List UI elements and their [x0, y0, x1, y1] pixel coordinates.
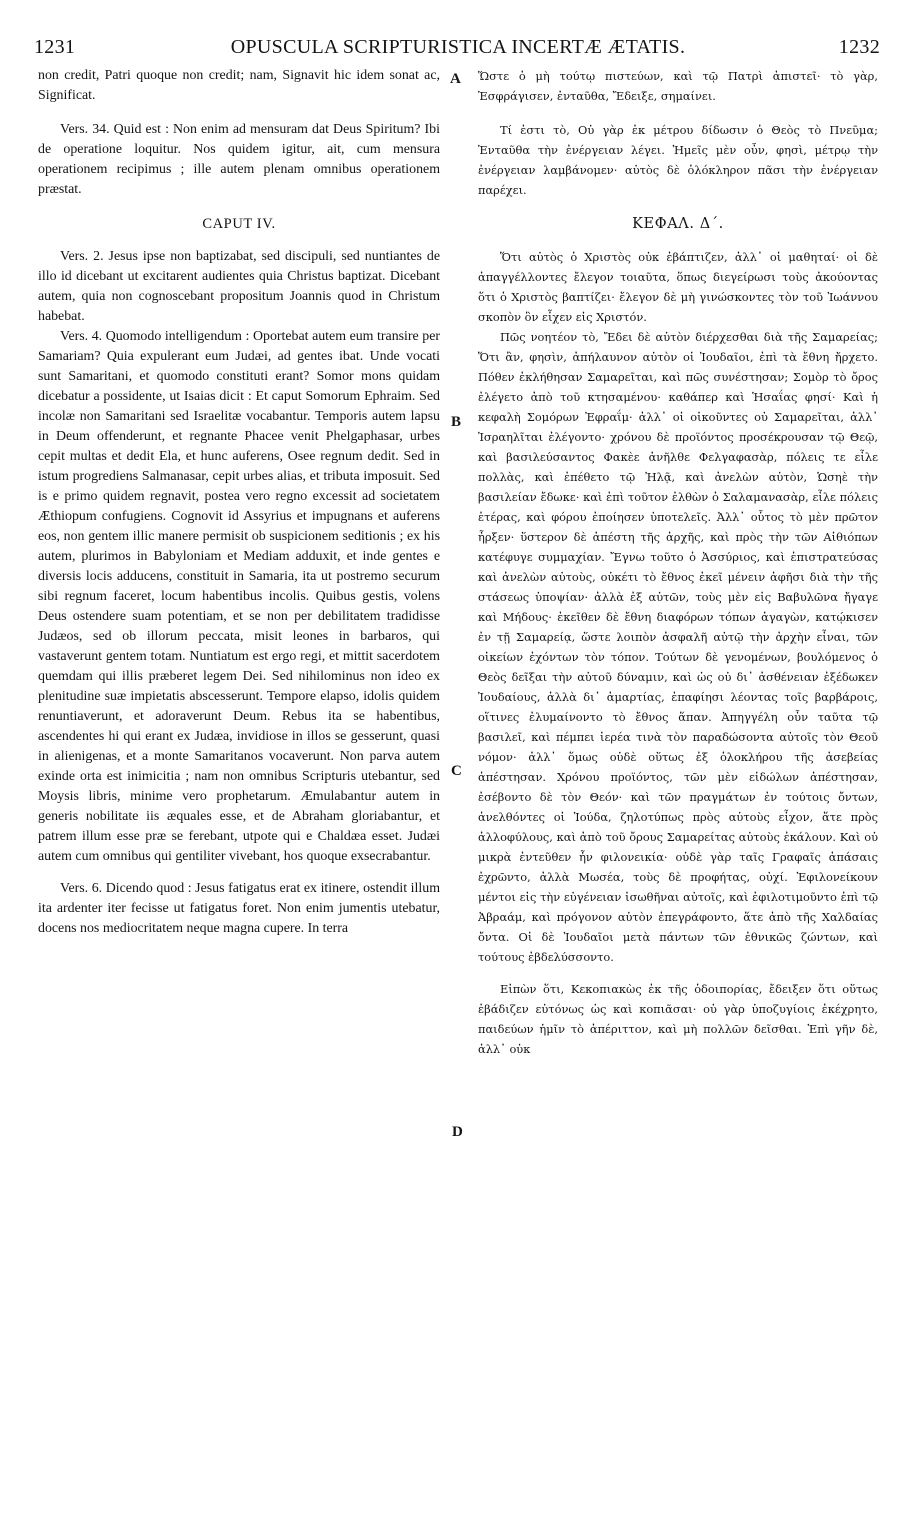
latin-paragraph: non credit, Patri quoque non credit; nam, Signavit hic idem sonat ac, Significat.: [38, 68, 440, 103]
greek-paragraph: Τί ἐστι τὸ, Οὐ γὰρ ἐκ μέτρου δίδωσιν ὁ Θεὸς τὸ Πνεῦμα; Ἐνταῦθα τὴν ἐνέργειαν λέγει. Ἡμεῖς μὲν οὖν, φησὶ, μέτρῳ τὴν ἐνέργειαν λαμβάνομεν· αὐτὸς δὲ ὁλόκληρον πᾶσι τὴν ἐνέργειαν παρέχει.: [478, 123, 878, 197]
greek-column: [478, 66, 878, 1526]
right-page-number: 1232: [838, 36, 880, 58]
running-title: OPUSCULA SCRIPTURISTICA INCERTÆ ÆTATIS.: [230, 36, 686, 58]
margin-letter-c: C: [451, 763, 462, 779]
latin-paragraph: Vers. 6. Dicendo quod : Jesus fatigatus erat ex itinere, ostendit illum ita ardenter iter fecisse ut fatigatus foret. Non enim jumentis utebatur, docens nos mediocritatem neque magna cupere. In terra: [38, 881, 440, 936]
latin-paragraph: Vers. 4. Quomodo intelligendum : Oportebat autem eum transire per Samariam? Quia expulerant eum Judæi, ad gentes ibat. Unde vocati sunt Samaritani, et quomodo constituti erant? Somor mons quidam dicebatur a possidente, ut Isaias dicit : Et caput Somorum Ephraim. Sed incolæ non Samaritani sed Israelitæ vocabantur. Temporis autem lapsu in Deum offenderunt, et regnante Phacee venit Phelgaphasar, urbes cepit multas et dedit Ela, et hunc auferens, Osee regnum dedit. Sed in istum progrediens Salmanasar, cepit urbes alias, et tributa imposuit. Sed is e primo quidem regnavit, postea vero regno excessit ad societatem Æthiopum confugiens. Cognovit id Assyrius et impugnans et auferens eos, non gentem illic manere permisit ob suspicionem seditionis ; ex his autem, plurimos in Babyloniam et Mediam adduxit, et inde gentes e diversis locis adducens, constituit in Samaria, ita ut postremo securum sibi regnum faceret, locum habentibus incolis. Quibus gestis, volens Deus ostendere suam potentiam, et se non per debilitatem tradidisse Judæos, sed ob illorum peccata, misit leones in barbaros, qui vastaverunt gentem totam. Nuntiatum est ergo regi, et mittit sacerdotem quemdam qui illis præberet legem Dei. Sed nihilominus non ideo ex plenitudine suæ impietatis abscesserunt. Tempore elapso, idolis quidem renuntiaverunt, et adoraverunt Deum. Rebus ita se habentibus, ascendentes hi qui erant ex Judæa, invidiose in illos se gesserunt, quasi in alienigenas, et a monte Samaritanos vocaverunt. Non parva autem exinde orta est inimicitia ; nam non omnibus Scripturis utebantur, sed Moysis libris, minime vero prophetarum. Æmulabantur autem in generis nobilitate iis æquales esse, et de Abraham gloriabantur, et patrem illum esse præ se ferebant, utpote qui e Chaldæa esset. Judæi autem cum omnibus qui gentiliter vivebant, hos quoque exsecrabantur.: [38, 329, 440, 864]
greek-paragraph: Πῶς νοητέον τὸ, Ἔδει δὲ αὐτὸν διέρχεσθαι διὰ τῆς Σαμαρείας; Ὅτι ἂν, φησὶν, ἀπήλαυνον αὐτὸν οἱ Ἰουδαῖοι, ἐπὶ τὰ ἔθνη ἤρχετο. Πόθεν ἐκλήθησαν Σαμαρεῖται, καὶ πῶς συνέστησαν; Σομὸρ τὸ ὄρος ἐλέγετο ἀπὸ τοῦ κτησαμένου· καθάπερ καὶ Ἡσαΐας φησί· Καὶ ἡ κεφαλὴ Σομόρων Ἐφραΐμ· ἀλλ᾽ οἱ οἰκοῦντες οὐ Σαμαρεῖται, ἀλλ᾽ Ἰσραηλῖται ἐλέγοντο· χρόνου δὲ προϊόντος προσέκρουσαν τῷ Θεῷ, καὶ βασιλεύσαντος Φακὲε ἀνῆλθε Φελγαφασὰρ, πόλεις τε εἷλε πολλὰς, καὶ ἐπέθετο τῷ Ἠλᾷ, καὶ ἀνελὼν αὐτὸν, Ὡσηὲ τὴν βασιλείαν ἔδωκε· καὶ ἐπὶ τοῦτον ἐλθὼν ὁ Σαλαμανασὰρ, εἷλε πόλεις ἑτέρας, καὶ φόρου ἐποίησεν ὑποτελεῖς. Ἀλλ᾽ οὗτος τὸ μὲν πρῶτον ἦρξεν· ὕστερον δὲ ἀπέστη τῆς ἀρχῆς, καὶ πρὸς τὴν τῶν Αἰθιόπων κατέφυγε συμμαχίαν. Ἔγνω τοῦτο ὁ Ἀσσύριος, καὶ ἐπιστρατεύσας καὶ ἀνελὼν αὐτοὺς, οὐκέτι τὸ ἔθνος ἐκεῖ μένειν ἀφῆσι διὰ τὴν τῆς στάσεως ὑποψίαν· ἀλλὰ ἐξ αὐτῶν, τοὺς μὲν εἰς Βαβυλῶνα ἤγαγε καὶ Μήδους· ἐκεῖθεν δὲ ἔθνη διαφόρων τόπων ἀγαγὼν, κατῴκισεν ἐν τῇ Σαμαρείᾳ, ὥστε λοιπὸν ἀσφαλῆ αὐτῷ τὴν ἀρχὴν εἶναι, τῶν οἰκείων ἐχόντων τὸν τόπον. Τούτων δὲ γενομένων, βουλόμενος ὁ Θεὸς δεῖξαι τὴν αὐτοῦ δύναμιν, καὶ ὡς οὐ δι᾽ ἀσθένειαν ἐξέδωκεν Ἰουδαίους, ἀλλὰ δι᾽ ἁμαρτίας, ἐπαφίησι λέοντας τοῖς βαρβάροις, οἵτινες ἐλυμαίνοντο τὸ ἔθνος ἅπαν. Ἀπηγγέλη οὖν ταῦτα τῷ βασιλεῖ, καὶ πέμπει ἱερέα τινὰ τὸν παραδώσοντα αὐτοῖς τὸν Θεοῦ νόμον· ἀλλ᾽ ὅμως οὐδὲ οὕτως ἐξ ὁλοκλήρου τῆς ἀσεβείας ἀπέστησαν. Χρόνου προϊόντος, τῶν μὲν εἰδώλων ἀπέστησαν, ἐσέβοντο δὲ τὸν Θεόν· καὶ τῶν πραγμάτων ἐν τούτοις ὄντων, ἀνελθόντες οἱ Ἰούδα, ζηλοτύπως πρὸς αὐτοὺς εἶχον, ἅτε πρὸς ἀλλοφύλους, καὶ ἀπὸ τοῦ ὄρους Σαμαρείτας αὐτοὺς ἐκάλουν. Καὶ οὐ μικρὰ ἐντεῦθεν ἦν φιλονεικία· οὐδὲ γὰρ ταῖς Γραφαῖς ἁπάσαις ἐχρῶντο, ἀλλὰ Μωσέα, τοὺς δὲ προφήτας, οὐχί. Ἐφιλονείκουν μέντοι εἰς τὴν εὐγένειαν ἰσωθῆναι αὐτοῖς, καὶ ἐφιλοτιμοῦντο ἐπὶ τῷ Ἀβραάμ, καὶ πρόγονον αὐτὸν ἐπεγράφοντο, ἅτε ἀπὸ τῆς Χαλδαίας ὄντα. Οἱ δὲ Ἰουδαῖοι μετὰ πάντων τῶν ἐθνικῶς ζώντων, καὶ τούτους ἐβδελύσσοντο.: [478, 330, 878, 964]
greek-paragraph: Ὥστε ὁ μὴ τούτῳ πιστεύων, καὶ τῷ Πατρὶ ἀπιστεῖ· τὸ γὰρ, Ἐσφράγισεν, ἐνταῦθα, Ἔδειξε, σημαίνει.: [478, 69, 878, 103]
latin-paragraph: Vers. 2. Jesus ipse non baptizabat, sed discipuli, sed nuntiantes de illo id dicebant ut excitarent audientes quia Christus baptizat. Dicebant autem, quia non cognoscebant propositum Joannis quod in Christum habebat.: [38, 249, 440, 324]
margin-letter-a: A: [450, 71, 461, 87]
latin-column: [38, 66, 440, 1526]
margin-letter-d: D: [452, 1124, 463, 1140]
latin-chapter-heading: CAPUT IV.: [202, 216, 276, 232]
greek-paragraph: Εἰπὼν ὅτι, Κεκοπιακὼς ἐκ τῆς ὁδοιπορίας, ἔδειξεν ὅτι οὕτως ἐβάδιζεν εὐτόνως ὡς καὶ κοπιᾶσαι· οὐ γὰρ ὑποζυγίοις ἐκέχρητο, παιδεύων ἡμῖν τὸ ἀπέριττον, καὶ μὴ πολλῶν δεῖσθαι. Ἐπὶ γῆν δὲ, ἀλλ᾽ οὐκ: [478, 982, 878, 1056]
greek-paragraph: Ὅτι αὐτὸς ὁ Χριστὸς οὐκ ἐβάπτιζεν, ἀλλ᾽ οἱ μαθηταί· οἱ δὲ ἀπαγγέλλοντες ἔλεγον τοιαῦτα, ὅπως διεγείρωσι τοὺς ἀκούοντας ὅτι ὁ Χριστὸς βαπτίζει· ἔλεγον δὲ μὴ γινώσκοντες τὸν τοῦ Ἰωάννου σκοπὸν ὃν εἶχεν εἰς Χριστόν.: [478, 250, 878, 324]
margin-letter-b: B: [451, 414, 462, 430]
left-page-number: 1231: [34, 36, 76, 58]
greek-chapter-heading: ΚΕΦΑΛ. Δ΄.: [632, 216, 724, 232]
latin-paragraph: Vers. 34. Quid est : Non enim ad mensuram dat Deus Spiritum? Ibi de operatione loquitur. Nos quidem igitur, ait, cum mensura operationem recipimus ; ille autem plenam omnibus operationem præstat.: [38, 122, 440, 197]
